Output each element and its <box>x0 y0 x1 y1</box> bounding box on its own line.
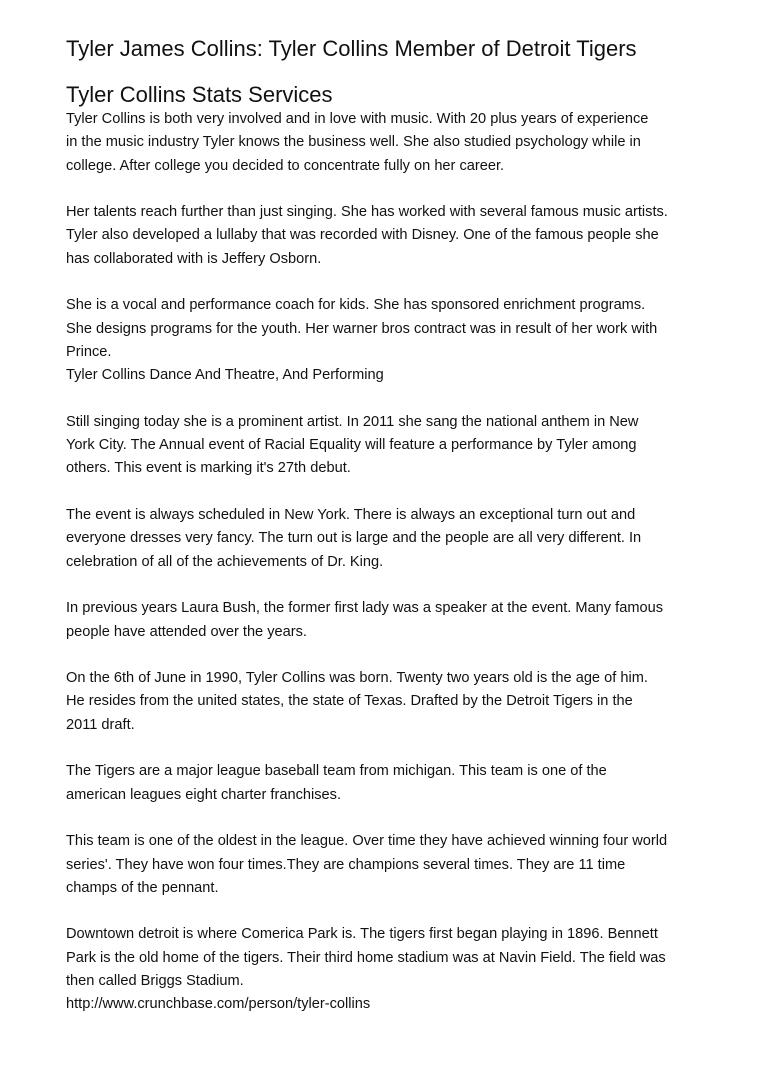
text-line: has collaborated with is Jeffery Osborn. <box>66 250 322 267</box>
text-line: Prince. <box>66 343 112 360</box>
text-line: York City. The Annual event of Racial Equality will feature a performance by Tyler among <box>66 437 637 454</box>
text-line: http://www.crunchbase.com/person/tyler-collins <box>66 996 371 1013</box>
text-line: series'. They have won four times.They are champions several times. They are 11 time <box>66 856 626 873</box>
text-line: Her talents reach further than just singing. She has worked with several famous music artists. <box>66 204 668 221</box>
text-line: She designs programs for the youth. Her warner bros contract was in result of her work with <box>66 320 658 337</box>
paragraph-gap <box>66 644 716 667</box>
text-line: On the 6th of June in 1990, Tyler Collins was born. Twenty two years old is the age of him. <box>66 670 648 687</box>
text-line: He resides from the united states, the state of Texas. Drafted by the Detroit Tigers in the <box>66 693 633 710</box>
text-line: american leagues eight charter franchises. <box>66 786 341 803</box>
text-line: in the music industry Tyler knows the business well. She also studied psychology while in <box>66 134 641 151</box>
text-line: Park is the old home of the tigers. Their third home stadium was at Navin Field. The field was <box>66 949 666 966</box>
text-line: In previous years Laura Bush, the former first lady was a speaker at the event. Many famous <box>66 600 664 617</box>
document-title: Tyler James Collins: Tyler Collins Member of Detroit Tigers <box>66 36 637 61</box>
text-line: She is a vocal and performance coach for kids. She has sponsored enrichment programs. <box>66 297 646 314</box>
text-line: The event is always scheduled in New York. There is always an exceptional turn out and <box>66 507 636 524</box>
text-line: This team is one of the oldest in the league. Over time they have achieved winning four world <box>66 833 668 850</box>
document-body <box>66 108 716 1017</box>
text-line: 2011 draft. <box>66 716 135 733</box>
paragraph-gap <box>66 900 716 923</box>
paragraph-gap <box>66 178 716 201</box>
text-line: everyone dresses very fancy. The turn out is large and the people are all very different. In <box>66 530 642 547</box>
document-subtitle: Tyler Collins Stats Services <box>66 82 333 107</box>
text-line: then called Briggs Stadium. <box>66 972 244 989</box>
text-line: Tyler also developed a lullaby that was recorded with Disney. One of the famous people she <box>66 227 659 244</box>
text-line: college. After college you decided to concentrate fully on her career. <box>66 157 505 174</box>
text-line: celebration of all of the achievements of Dr. King. <box>66 553 384 570</box>
paragraph-gap <box>66 271 716 294</box>
paragraph-gap <box>66 481 716 504</box>
text-line: Still singing today she is a prominent artist. In 2011 she sang the national anthem in New <box>66 413 639 430</box>
text-line: Tyler Collins Dance And Theatre, And Performing <box>66 367 384 384</box>
text-line: champs of the pennant. <box>66 879 219 896</box>
paragraph-gap <box>66 574 716 597</box>
text-line: others. This event is marking it's 27th debut. <box>66 460 351 477</box>
paragraph-gap <box>66 807 716 830</box>
text-line: people have attended over the years. <box>66 623 307 640</box>
text-line: Tyler Collins is both very involved and in love with music. With 20 plus years of experience <box>66 111 649 127</box>
paragraph-gap <box>66 388 716 411</box>
text-line: The Tigers are a major league baseball team from michigan. This team is one of the <box>66 763 607 780</box>
paragraph-gap <box>66 737 716 760</box>
text-line: Downtown detroit is where Comerica Park is. The tigers first began playing in 1896. Bennett <box>66 926 658 943</box>
